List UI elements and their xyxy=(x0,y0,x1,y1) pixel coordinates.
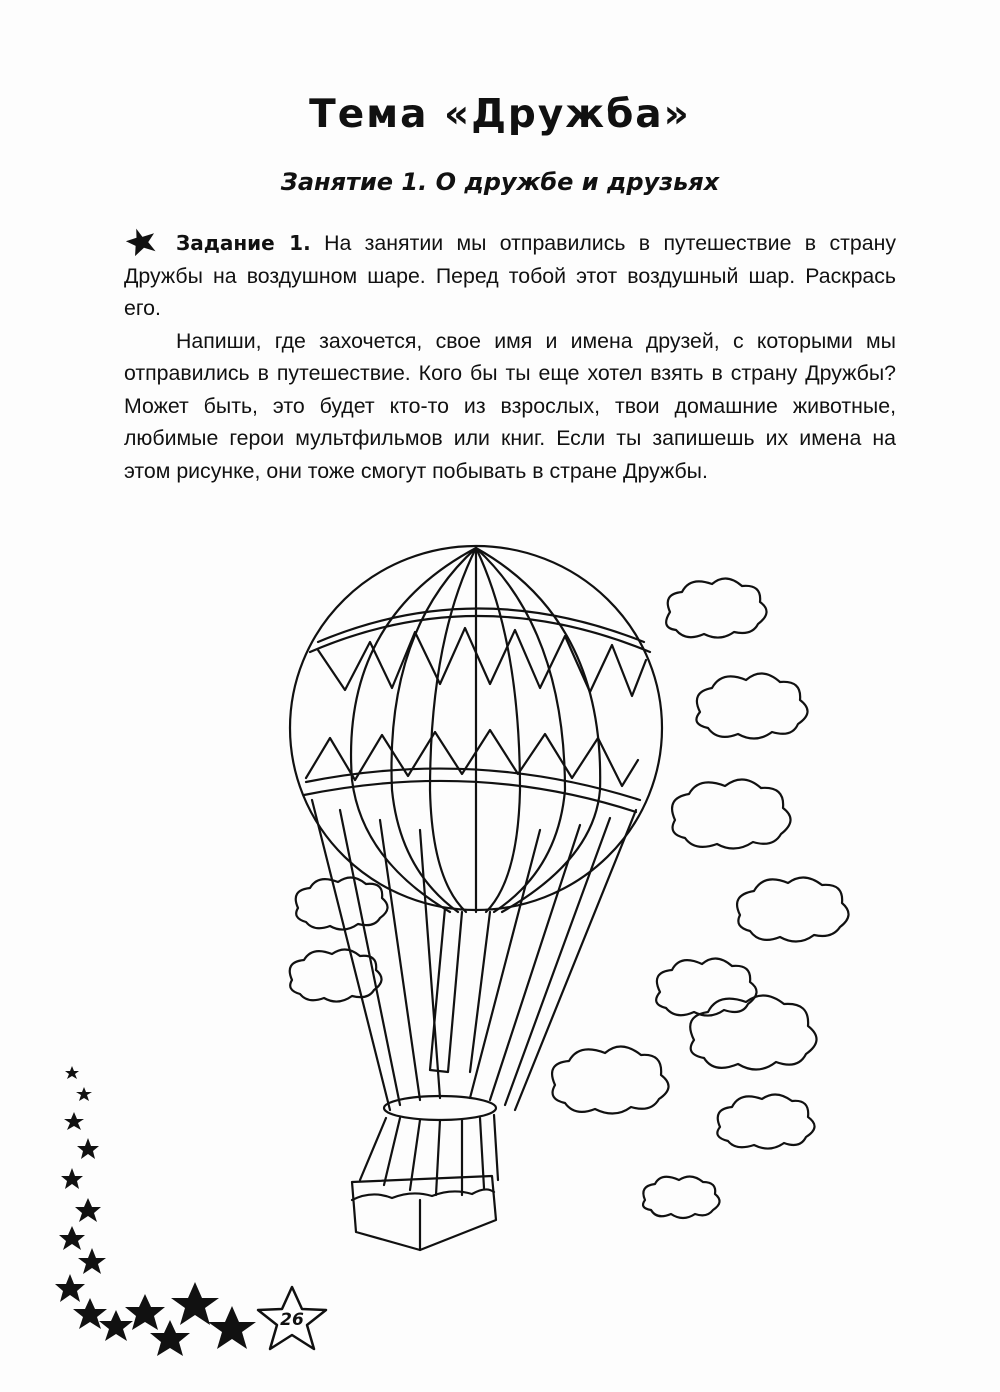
lesson-subtitle: Занятие 1. О дружбе и друзьях xyxy=(280,168,720,196)
page-number: 26 xyxy=(280,1310,304,1330)
star-icon xyxy=(61,1168,83,1189)
task-label: Задание 1. xyxy=(176,231,311,255)
hot-air-balloon-icon xyxy=(290,546,662,1250)
star-icon xyxy=(65,1066,79,1079)
cloud-icon xyxy=(696,673,807,738)
star-icon xyxy=(64,1112,84,1130)
task-paragraph-2: Напиши, где захочется, свое имя и имена друзей, с которыми мы отправились в путешествие. Кого бы ты еще хотел взять в страну Дружбы? Может быть, это будет кто-то из взрослых, твои домашние животные, любимые герои мультфильмов или книг. Если ты запишешь их имена на этом рисунке, они тоже смогут побывать в стране Дружбы. xyxy=(124,328,896,483)
star-icon xyxy=(55,1274,85,1302)
star-icon xyxy=(208,1306,256,1349)
cloud-icon xyxy=(656,958,756,1015)
star-icon xyxy=(99,1310,133,1341)
cloud-icon xyxy=(666,578,766,637)
page-title: Тема «Дружба» xyxy=(309,92,691,137)
cloud-icon xyxy=(552,1046,668,1113)
star-icon xyxy=(125,1294,165,1330)
star-decoration xyxy=(55,1066,256,1356)
star-icon xyxy=(76,1087,92,1101)
star-icon xyxy=(59,1226,85,1250)
cloud-icon xyxy=(717,1094,814,1148)
star-icon xyxy=(75,1198,101,1222)
cloud-icon xyxy=(290,949,382,1001)
star-icon xyxy=(78,1248,106,1274)
cloud-icon xyxy=(690,995,816,1069)
star-icon xyxy=(73,1298,107,1329)
cloud-icon xyxy=(643,1176,720,1218)
star-icon xyxy=(77,1138,99,1159)
star-icon xyxy=(171,1282,219,1325)
task-paragraph-1: На занятии мы отправились в путешествие в страну Дружбы на воздушном шаре. Перед тобой этот воздушный шар. Раскрась его. xyxy=(124,231,896,320)
cloud-icon xyxy=(737,877,848,941)
cloud-icon xyxy=(672,779,790,848)
